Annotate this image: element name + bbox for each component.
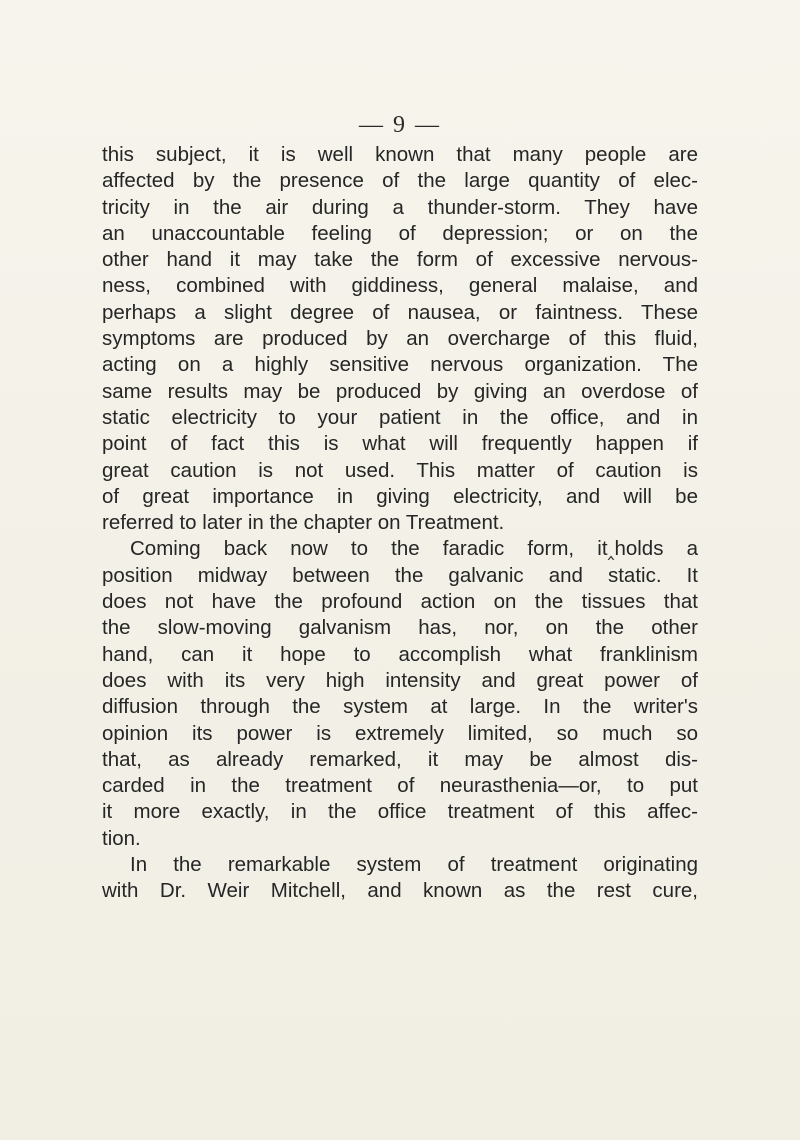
- text-line: does not have the profound action on the tissues that: [102, 590, 698, 614]
- text-line: that, as already remarked, it may be almost dis-: [102, 747, 698, 771]
- text-line: tricity in the air during a thunder-storm. They have: [102, 195, 698, 219]
- text-line: does with its very high intensity and great power of: [102, 668, 698, 692]
- paragraph-3: [102, 852, 698, 905]
- text-line: this subject, it is well known that many people are: [102, 143, 698, 166]
- text-line: static electricity to your patient in the office, and in: [102, 405, 698, 429]
- text-line: of great importance in giving electricity, and will be: [102, 484, 698, 508]
- text-line: position midway between the galvanic and static. It: [102, 563, 698, 587]
- paragraph-1: [102, 142, 698, 536]
- text-line: Coming back now to the faradic form, it‸holds a: [130, 537, 698, 561]
- text-line: point of fact this is what will frequently happen if: [102, 432, 698, 456]
- page-number: — 9 —: [359, 112, 441, 138]
- text-line: great caution is not used. This matter of caution is: [102, 458, 698, 482]
- text-line: opinion its power is extremely limited, so much so: [102, 721, 698, 745]
- text-line: tion.: [102, 826, 141, 850]
- text-line: carded in the treatment of neurasthenia—or, to put: [102, 774, 698, 798]
- text-line: diffusion through the system at large. In the writer's: [102, 695, 698, 719]
- text-line: hand, can it hope to accomplish what franklinism: [102, 642, 698, 666]
- text-line: perhaps a slight degree of nausea, or faintness. These: [102, 300, 698, 324]
- body-text: [102, 142, 698, 905]
- text-line: an unaccountable feeling of depression; or on the: [102, 221, 698, 245]
- text-line: acting on a highly sensitive nervous organization. The: [102, 353, 698, 377]
- text-line: referred to later in the chapter on Treatment.: [102, 511, 505, 535]
- text-line: the slow-moving galvanism has, nor, on the other: [102, 616, 698, 640]
- paragraph-2: [102, 536, 698, 852]
- text-line: symptoms are produced by an overcharge of this fluid,: [102, 327, 698, 351]
- text-line: In the remarkable system of treatment originating: [130, 853, 698, 877]
- text-line: other hand it may take the form of excessive nervous-: [102, 248, 698, 272]
- text-line: ness, combined with giddiness, general malaise, and: [102, 274, 698, 298]
- text-line: with Dr. Weir Mitchell, and known as the rest cure,: [102, 879, 698, 903]
- text-line: it more exactly, in the office treatment of this affec-: [102, 800, 698, 824]
- text-line: affected by the presence of the large quantity of elec-: [102, 169, 698, 193]
- text-line: same results may be produced by giving an overdose of: [102, 379, 698, 403]
